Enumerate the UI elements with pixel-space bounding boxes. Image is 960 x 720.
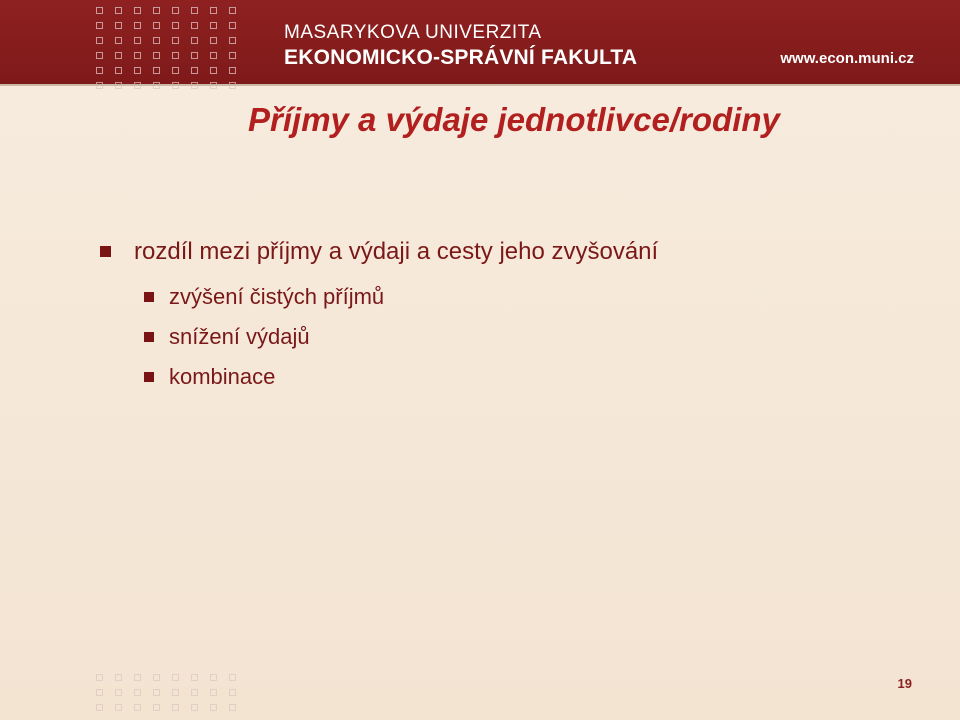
footer-square-pattern — [96, 674, 238, 711]
header-bar — [0, 0, 960, 84]
grid-square — [210, 674, 217, 681]
grid-square — [96, 674, 103, 681]
grid-square — [115, 37, 122, 44]
page-number: 19 — [897, 676, 912, 691]
sub-bullet-item — [148, 282, 916, 312]
grid-square — [229, 7, 236, 14]
header-square-pattern — [96, 7, 238, 89]
grid-square — [134, 7, 141, 14]
grid-square — [115, 674, 122, 681]
grid-square — [153, 7, 160, 14]
grid-square — [210, 689, 217, 696]
grid-square — [191, 67, 198, 74]
grid-square — [115, 67, 122, 74]
grid-square — [96, 7, 103, 14]
grid-square — [153, 704, 160, 711]
grid-square — [96, 689, 103, 696]
grid-square — [172, 689, 179, 696]
grid-square — [115, 22, 122, 29]
grid-square — [172, 704, 179, 711]
university-name: MASARYKOVA UNIVERZITA — [284, 22, 542, 43]
grid-square — [191, 37, 198, 44]
grid-square — [96, 67, 103, 74]
grid-square — [191, 22, 198, 29]
grid-square — [172, 52, 179, 59]
grid-square — [229, 37, 236, 44]
sub-bullet-text: kombinace — [169, 364, 276, 389]
grid-square — [210, 22, 217, 29]
grid-square — [115, 7, 122, 14]
sub-bullet-item — [148, 362, 916, 392]
grid-square — [172, 22, 179, 29]
grid-square — [191, 704, 198, 711]
grid-square — [229, 22, 236, 29]
grid-square — [229, 704, 236, 711]
grid-square — [229, 52, 236, 59]
sub-bullet-text: zvýšení čistých příjmů — [169, 284, 385, 309]
grid-square — [191, 674, 198, 681]
sub-bullet-list — [96, 282, 916, 392]
grid-square — [134, 67, 141, 74]
grid-square — [153, 689, 160, 696]
grid-square — [96, 704, 103, 711]
grid-square — [115, 704, 122, 711]
grid-square — [115, 52, 122, 59]
grid-square — [134, 37, 141, 44]
square-bullet-icon — [144, 332, 154, 342]
grid-square — [153, 52, 160, 59]
grid-square — [210, 37, 217, 44]
grid-square — [210, 67, 217, 74]
header-divider — [0, 84, 960, 86]
grid-square — [210, 7, 217, 14]
sub-bullet-item — [148, 322, 916, 352]
bullet-item — [96, 236, 916, 268]
grid-square — [134, 704, 141, 711]
grid-square — [210, 704, 217, 711]
square-bullet-icon — [144, 292, 154, 302]
square-bullet-icon — [144, 372, 154, 382]
grid-square — [172, 67, 179, 74]
bullet-text: rozdíl mezi příjmy a výdaji a cesty jeho zvyšování — [134, 238, 659, 265]
grid-square — [191, 689, 198, 696]
grid-square — [191, 52, 198, 59]
grid-square — [153, 22, 160, 29]
grid-square — [210, 52, 217, 59]
slide-content — [96, 236, 916, 402]
grid-square — [134, 689, 141, 696]
square-bullet-icon — [100, 246, 111, 257]
grid-square — [153, 37, 160, 44]
grid-square — [115, 689, 122, 696]
grid-square — [153, 67, 160, 74]
sub-bullet-text: snížení výdajů — [169, 324, 310, 349]
grid-square — [134, 22, 141, 29]
grid-square — [134, 52, 141, 59]
grid-square — [191, 7, 198, 14]
grid-square — [229, 674, 236, 681]
grid-square — [229, 689, 236, 696]
slide-title: Příjmy a výdaje jednotlivce/rodiny — [248, 101, 780, 138]
website-url: www.econ.muni.cz — [780, 50, 914, 67]
faculty-name: EKONOMICKO-SPRÁVNÍ FAKULTA — [284, 46, 638, 69]
grid-square — [153, 674, 160, 681]
grid-square — [172, 37, 179, 44]
grid-square — [172, 674, 179, 681]
grid-square — [96, 52, 103, 59]
grid-square — [96, 37, 103, 44]
grid-square — [229, 67, 236, 74]
grid-square — [134, 674, 141, 681]
grid-square — [96, 22, 103, 29]
grid-square — [172, 7, 179, 14]
